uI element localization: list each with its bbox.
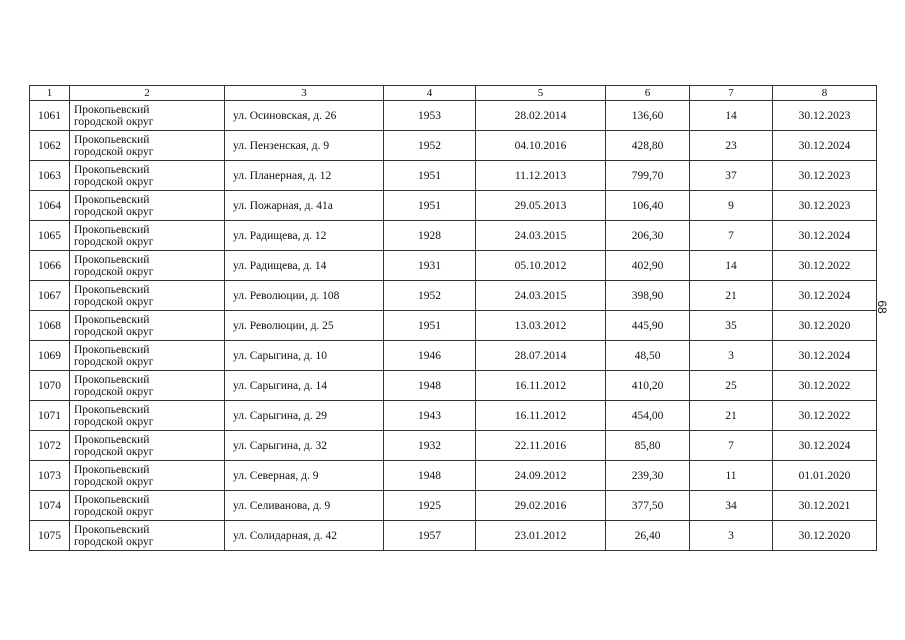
municipality-line-2: городской округ — [74, 505, 154, 518]
municipality-line-2: городской округ — [74, 145, 154, 158]
municipality-line-2: городской округ — [74, 475, 154, 488]
row-number-cell: 1074 — [30, 491, 70, 521]
year-cell: 1925 — [384, 491, 476, 521]
deadline-cell: 30.12.2020 — [773, 521, 877, 551]
count-cell: 7 — [690, 221, 773, 251]
table-row — [30, 491, 877, 521]
address-cell: ул. Сарыгина, д. 32 — [225, 431, 384, 461]
municipality-cell — [70, 461, 225, 491]
date-cell: 16.11.2012 — [476, 401, 606, 431]
count-cell: 23 — [690, 131, 773, 161]
year-cell: 1948 — [384, 371, 476, 401]
municipality-line-1: Прокопьевский — [74, 223, 150, 236]
deadline-cell: 30.12.2020 — [773, 311, 877, 341]
date-cell: 24.03.2015 — [476, 221, 606, 251]
row-number-cell: 1068 — [30, 311, 70, 341]
deadline-cell: 30.12.2024 — [773, 131, 877, 161]
address-cell: ул. Сарыгина, д. 10 — [225, 341, 384, 371]
row-number-cell: 1072 — [30, 431, 70, 461]
row-number-cell: 1071 — [30, 401, 70, 431]
deadline-cell: 30.12.2024 — [773, 341, 877, 371]
municipality-line-1: Прокопьевский — [74, 403, 150, 416]
date-cell: 28.02.2014 — [476, 101, 606, 131]
municipality-line-2: городской округ — [74, 325, 154, 338]
date-cell: 24.03.2015 — [476, 281, 606, 311]
row-number-cell: 1066 — [30, 251, 70, 281]
municipality-line-2: городской округ — [74, 235, 154, 248]
area-cell: 398,90 — [606, 281, 690, 311]
deadline-cell: 30.12.2022 — [773, 371, 877, 401]
date-cell: 13.03.2012 — [476, 311, 606, 341]
municipality-line-2: городской округ — [74, 535, 154, 548]
municipality-line-1: Прокопьевский — [74, 283, 150, 296]
date-cell: 29.05.2013 — [476, 191, 606, 221]
area-cell: 410,20 — [606, 371, 690, 401]
table-row — [30, 311, 877, 341]
year-cell: 1931 — [384, 251, 476, 281]
table-row — [30, 131, 877, 161]
count-cell: 14 — [690, 101, 773, 131]
table-row — [30, 161, 877, 191]
area-cell: 454,00 — [606, 401, 690, 431]
count-cell: 3 — [690, 521, 773, 551]
date-cell: 04.10.2016 — [476, 131, 606, 161]
municipality-line-1: Прокопьевский — [74, 343, 150, 356]
area-cell: 445,90 — [606, 311, 690, 341]
year-cell: 1943 — [384, 401, 476, 431]
column-header-4: 4 — [384, 86, 476, 101]
address-cell: ул. Пензенская, д. 9 — [225, 131, 384, 161]
date-cell: 22.11.2016 — [476, 431, 606, 461]
year-cell: 1932 — [384, 431, 476, 461]
table-row — [30, 251, 877, 281]
address-cell: ул. Селиванова, д. 9 — [225, 491, 384, 521]
table-row — [30, 191, 877, 221]
date-cell: 28.07.2014 — [476, 341, 606, 371]
municipality-cell — [70, 521, 225, 551]
municipality-cell — [70, 101, 225, 131]
deadline-cell: 30.12.2022 — [773, 401, 877, 431]
deadline-cell: 30.12.2021 — [773, 491, 877, 521]
deadline-cell: 30.12.2024 — [773, 281, 877, 311]
table-row — [30, 461, 877, 491]
area-cell: 85,80 — [606, 431, 690, 461]
deadline-cell: 30.12.2023 — [773, 161, 877, 191]
column-header-3: 3 — [225, 86, 384, 101]
area-cell: 48,50 — [606, 341, 690, 371]
header-row — [30, 86, 877, 101]
count-cell: 7 — [690, 431, 773, 461]
count-cell: 11 — [690, 461, 773, 491]
count-cell: 25 — [690, 371, 773, 401]
municipality-line-1: Прокопьевский — [74, 163, 150, 176]
address-cell: ул. Радищева, д. 14 — [225, 251, 384, 281]
count-cell: 21 — [690, 401, 773, 431]
row-number-cell: 1062 — [30, 131, 70, 161]
count-cell: 9 — [690, 191, 773, 221]
date-cell: 24.09.2012 — [476, 461, 606, 491]
area-cell: 239,30 — [606, 461, 690, 491]
address-cell: ул. Пожарная, д. 41а — [225, 191, 384, 221]
municipality-cell — [70, 401, 225, 431]
year-cell: 1953 — [384, 101, 476, 131]
municipality-line-2: городской округ — [74, 295, 154, 308]
municipality-cell — [70, 371, 225, 401]
municipality-line-2: городской округ — [74, 415, 154, 428]
area-cell: 106,40 — [606, 191, 690, 221]
deadline-cell: 30.12.2022 — [773, 251, 877, 281]
date-cell: 23.01.2012 — [476, 521, 606, 551]
area-cell: 136,60 — [606, 101, 690, 131]
municipality-cell — [70, 221, 225, 251]
municipality-cell — [70, 191, 225, 221]
year-cell: 1948 — [384, 461, 476, 491]
deadline-cell: 30.12.2024 — [773, 431, 877, 461]
date-cell: 29.02.2016 — [476, 491, 606, 521]
address-cell: ул. Радищева, д. 12 — [225, 221, 384, 251]
municipality-cell — [70, 431, 225, 461]
row-number-cell: 1070 — [30, 371, 70, 401]
municipality-line-2: городской округ — [74, 205, 154, 218]
year-cell: 1951 — [384, 161, 476, 191]
row-number-cell: 1065 — [30, 221, 70, 251]
area-cell: 377,50 — [606, 491, 690, 521]
year-cell: 1951 — [384, 311, 476, 341]
column-header-8: 8 — [773, 86, 877, 101]
municipality-cell — [70, 251, 225, 281]
row-number-cell: 1064 — [30, 191, 70, 221]
deadline-cell: 30.12.2024 — [773, 221, 877, 251]
municipality-line-2: городской округ — [74, 175, 154, 188]
count-cell: 3 — [690, 341, 773, 371]
table-header — [30, 86, 877, 101]
municipality-cell — [70, 281, 225, 311]
address-cell: ул. Революции, д. 108 — [225, 281, 384, 311]
municipality-line-1: Прокопьевский — [74, 373, 150, 386]
row-number-cell: 1063 — [30, 161, 70, 191]
address-cell: ул. Северная, д. 9 — [225, 461, 384, 491]
address-cell: ул. Планерная, д. 12 — [225, 161, 384, 191]
date-cell: 16.11.2012 — [476, 371, 606, 401]
address-cell: ул. Сарыгина, д. 29 — [225, 401, 384, 431]
municipality-line-1: Прокопьевский — [74, 193, 150, 206]
municipality-line-1: Прокопьевский — [74, 133, 150, 146]
year-cell: 1951 — [384, 191, 476, 221]
municipality-line-1: Прокопьевский — [74, 523, 150, 536]
address-cell: ул. Революции, д. 25 — [225, 311, 384, 341]
municipality-line-2: городской округ — [74, 355, 154, 368]
row-number-cell: 1069 — [30, 341, 70, 371]
table-row — [30, 341, 877, 371]
date-cell: 11.12.2013 — [476, 161, 606, 191]
year-cell: 1957 — [384, 521, 476, 551]
municipality-line-1: Прокопьевский — [74, 103, 150, 116]
table-row — [30, 281, 877, 311]
count-cell: 37 — [690, 161, 773, 191]
municipality-cell — [70, 491, 225, 521]
municipality-cell — [70, 131, 225, 161]
column-header-5: 5 — [476, 86, 606, 101]
deadline-cell: 30.12.2023 — [773, 191, 877, 221]
column-header-6: 6 — [606, 86, 690, 101]
area-cell: 428,80 — [606, 131, 690, 161]
table-row — [30, 221, 877, 251]
municipality-line-2: городской округ — [74, 115, 154, 128]
page-number: 68 — [875, 300, 889, 314]
address-cell: ул. Сарыгина, д. 14 — [225, 371, 384, 401]
area-cell: 799,70 — [606, 161, 690, 191]
area-cell: 206,30 — [606, 221, 690, 251]
year-cell: 1952 — [384, 281, 476, 311]
address-cell: ул. Осиновская, д. 26 — [225, 101, 384, 131]
year-cell: 1946 — [384, 341, 476, 371]
deadline-cell: 30.12.2023 — [773, 101, 877, 131]
table-body — [30, 101, 877, 551]
column-header-7: 7 — [690, 86, 773, 101]
municipality-line-1: Прокопьевский — [74, 313, 150, 326]
date-cell: 05.10.2012 — [476, 251, 606, 281]
housing-table — [29, 85, 877, 551]
municipality-line-1: Прокопьевский — [74, 493, 150, 506]
count-cell: 21 — [690, 281, 773, 311]
municipality-cell — [70, 161, 225, 191]
row-number-cell: 1075 — [30, 521, 70, 551]
area-cell: 26,40 — [606, 521, 690, 551]
table-row — [30, 431, 877, 461]
municipality-line-1: Прокопьевский — [74, 433, 150, 446]
address-cell: ул. Солидарная, д. 42 — [225, 521, 384, 551]
row-number-cell: 1073 — [30, 461, 70, 491]
area-cell: 402,90 — [606, 251, 690, 281]
row-number-cell: 1061 — [30, 101, 70, 131]
municipality-line-1: Прокопьевский — [74, 463, 150, 476]
table-row — [30, 371, 877, 401]
row-number-cell: 1067 — [30, 281, 70, 311]
year-cell: 1952 — [384, 131, 476, 161]
municipality-line-1: Прокопьевский — [74, 253, 150, 266]
count-cell: 14 — [690, 251, 773, 281]
municipality-cell — [70, 341, 225, 371]
table-row — [30, 521, 877, 551]
count-cell: 35 — [690, 311, 773, 341]
count-cell: 34 — [690, 491, 773, 521]
table-row — [30, 401, 877, 431]
table-row — [30, 101, 877, 131]
municipality-line-2: городской округ — [74, 445, 154, 458]
column-header-1: 1 — [30, 86, 70, 101]
municipality-cell — [70, 311, 225, 341]
column-header-2: 2 — [70, 86, 225, 101]
municipality-line-2: городской округ — [74, 385, 154, 398]
municipality-line-2: городской округ — [74, 265, 154, 278]
year-cell: 1928 — [384, 221, 476, 251]
deadline-cell: 01.01.2020 — [773, 461, 877, 491]
